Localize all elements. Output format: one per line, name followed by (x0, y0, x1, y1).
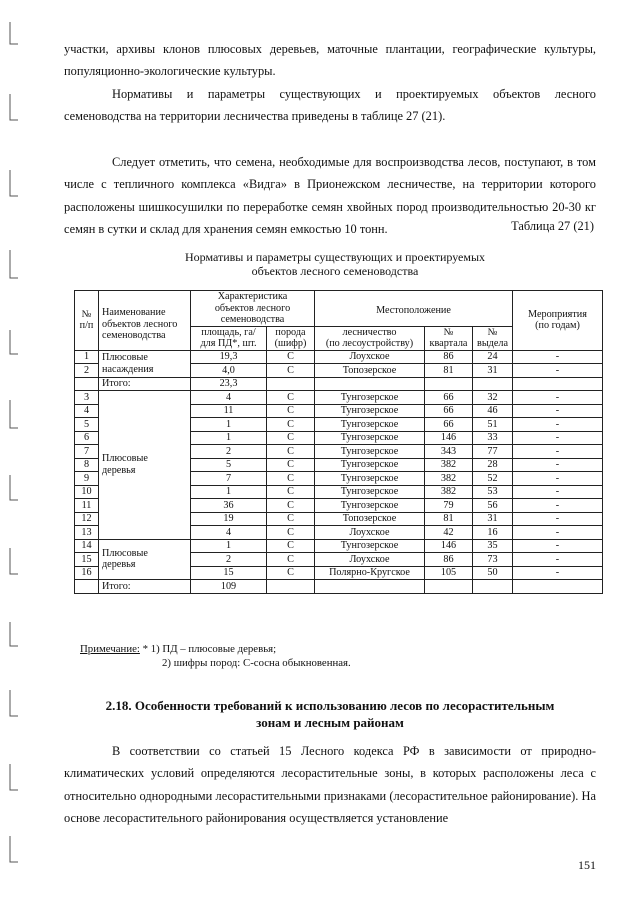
cell-measures: - (513, 418, 603, 432)
cell-empty (267, 377, 315, 391)
group-plus-trees-2: Плюсовые деревья (99, 539, 191, 580)
cell-empty (425, 377, 473, 391)
header-breed: порода (шифр) (267, 326, 315, 350)
header-characteristics: Характеристика объектов лесного семеноводства (191, 291, 315, 327)
cell-quarter: 79 (425, 499, 473, 513)
cell-number: 6 (75, 431, 99, 445)
cell-measures: - (513, 364, 603, 378)
cell-quarter: 382 (425, 485, 473, 499)
cell-number: 4 (75, 404, 99, 418)
cell-quarter: 81 (425, 512, 473, 526)
header-measures: Мероприятия (по годам) (513, 291, 603, 351)
cell-area: 2 (191, 553, 267, 567)
header-area: площадь, га/ для ПД*, шт. (191, 326, 267, 350)
cell-quarter: 146 (425, 431, 473, 445)
cell-number: 5 (75, 418, 99, 432)
cell-division: 77 (473, 445, 513, 459)
section-heading-line2: зонам и лесным районам (256, 715, 404, 730)
cell-forestry: Тунгозерское (315, 472, 425, 486)
cell-number: 9 (75, 472, 99, 486)
header-forestry: лесничество (по лесоустройству) (315, 326, 425, 350)
cell-breed: С (267, 485, 315, 499)
binding-margin-marks (0, 0, 30, 905)
cell-division: 51 (473, 418, 513, 432)
total-value: 109 (191, 580, 267, 594)
cell-number: 2 (75, 364, 99, 378)
table-caption-line2: объектов лесного семеноводства (251, 264, 419, 278)
cell-number: 10 (75, 485, 99, 499)
group-plus-stands: Плюсовые насаждения (99, 350, 191, 377)
cell-forestry: Тунгозерское (315, 458, 425, 472)
cell-breed: С (267, 445, 315, 459)
cell-measures: - (513, 404, 603, 418)
cell-breed: С (267, 458, 315, 472)
cell-quarter: 382 (425, 472, 473, 486)
cell-division: 31 (473, 512, 513, 526)
table-row (75, 350, 603, 364)
cell-area: 11 (191, 404, 267, 418)
cell-breed: С (267, 566, 315, 580)
note-line2: 2) шифры пород: С-сосна обыкновенная. (162, 657, 351, 669)
cell-breed: С (267, 539, 315, 553)
group-plus-trees: Плюсовые деревья (99, 391, 191, 540)
cell-division: 35 (473, 539, 513, 553)
cell-area: 19,3 (191, 350, 267, 364)
cell-empty (473, 580, 513, 594)
cell-measures: - (513, 445, 603, 459)
table-note (80, 642, 351, 670)
cell-area: 4,0 (191, 364, 267, 378)
cell-quarter: 81 (425, 364, 473, 378)
cell-quarter: 86 (425, 553, 473, 567)
note-label: Примечание: (80, 643, 140, 655)
cell-forestry: Тунгозерское (315, 445, 425, 459)
header-number: № п/п (75, 291, 99, 351)
table-total-row (75, 377, 603, 391)
cell-division: 73 (473, 553, 513, 567)
cell-breed: С (267, 472, 315, 486)
cell-number: 16 (75, 566, 99, 580)
cell-measures: - (513, 485, 603, 499)
cell-measures: - (513, 350, 603, 364)
header-location: Местоположение (315, 291, 513, 327)
cell-area: 2 (191, 445, 267, 459)
cell-division: 56 (473, 499, 513, 513)
cell-forestry: Лоухское (315, 553, 425, 567)
cell-measures: - (513, 566, 603, 580)
cell-measures: - (513, 499, 603, 513)
table-caption (110, 250, 560, 278)
cell-breed: С (267, 499, 315, 513)
cell-division: 31 (473, 364, 513, 378)
cell-forestry: Тунгозерское (315, 418, 425, 432)
total-label: Итого: (99, 580, 191, 594)
cell-quarter: 86 (425, 350, 473, 364)
cell-forestry: Тунгозерское (315, 391, 425, 405)
cell-division: 24 (473, 350, 513, 364)
cell-quarter: 66 (425, 404, 473, 418)
table-caption-line1: Нормативы и параметры существующих и проектируемых (184, 250, 486, 264)
cell-area: 4 (191, 526, 267, 540)
cell-measures: - (513, 458, 603, 472)
table-total-row (75, 580, 603, 594)
total-label: Итого: (99, 377, 191, 391)
cell-empty (513, 377, 603, 391)
table-row (75, 539, 603, 553)
cell-breed: С (267, 526, 315, 540)
cell-forestry: Топозерское (315, 512, 425, 526)
table-label: Таблица 27 (21) (511, 219, 594, 233)
cell-breed: С (267, 350, 315, 364)
cell-breed: С (267, 418, 315, 432)
cell-measures: - (513, 512, 603, 526)
cell-forestry: Лоухское (315, 350, 425, 364)
cell-breed: С (267, 404, 315, 418)
cell-division: 52 (473, 472, 513, 486)
cell-area: 19 (191, 512, 267, 526)
cell-empty (267, 580, 315, 594)
cell-breed: С (267, 553, 315, 567)
cell-division: 28 (473, 458, 513, 472)
cell-quarter: 66 (425, 391, 473, 405)
cell-division: 50 (473, 566, 513, 580)
cell-measures: - (513, 539, 603, 553)
cell-forestry: Лоухское (315, 526, 425, 540)
cell-number: 1 (75, 350, 99, 364)
cell-measures: - (513, 391, 603, 405)
cell-measures: - (513, 472, 603, 486)
cell-forestry: Тунгозерское (315, 485, 425, 499)
cell-division: 33 (473, 431, 513, 445)
cell-area: 1 (191, 485, 267, 499)
note-text-1: * 1) ПД – плюсовые деревья; (139, 643, 277, 655)
cell-measures: - (513, 553, 603, 567)
cell-breed: С (267, 364, 315, 378)
cell-measures: - (513, 526, 603, 540)
cell-number: 14 (75, 539, 99, 553)
cell-number: 8 (75, 458, 99, 472)
cell-area: 4 (191, 391, 267, 405)
cell-forestry: Тунгозерское (315, 431, 425, 445)
cell-forestry: Тунгозерское (315, 499, 425, 513)
cell-area: 7 (191, 472, 267, 486)
header-division: № выдела (473, 326, 513, 350)
table-row (75, 391, 603, 405)
cell-area: 36 (191, 499, 267, 513)
cell-division: 46 (473, 404, 513, 418)
section-heading (90, 697, 570, 731)
cell-quarter: 382 (425, 458, 473, 472)
cell-quarter: 105 (425, 566, 473, 580)
cell-number: 11 (75, 499, 99, 513)
cell-area: 1 (191, 418, 267, 432)
paragraph-zoning: В соответствии со статьей 15 Лесного кодекса РФ в зависимости от природно-климатических условий определяются лесорастительные зоны, в которых расположены леса с относительно однородными лесорастительными признаками (лесорастительное районирование). На основе лесорастительного районирования осуществляется установление (64, 744, 596, 826)
cell-forestry: Тунгозерское (315, 539, 425, 553)
cell-area: 1 (191, 431, 267, 445)
cell-number: 15 (75, 553, 99, 567)
header-quarter: № квартала (425, 326, 473, 350)
cell-empty (75, 377, 99, 391)
cell-measures: - (513, 431, 603, 445)
table-header-row-1 (75, 291, 603, 327)
cell-quarter: 42 (425, 526, 473, 540)
cell-number: 12 (75, 512, 99, 526)
cell-breed: С (267, 391, 315, 405)
cell-quarter: 146 (425, 539, 473, 553)
cell-forestry: Топозерское (315, 364, 425, 378)
total-value: 23,3 (191, 377, 267, 391)
cell-area: 5 (191, 458, 267, 472)
section-heading-line1: 2.18. Особенности требований к использованию лесов по лесорастительным (105, 698, 555, 713)
cell-number: 3 (75, 391, 99, 405)
cell-empty (315, 377, 425, 391)
cell-division: 16 (473, 526, 513, 540)
cell-empty (75, 580, 99, 594)
cell-division: 53 (473, 485, 513, 499)
paragraph-norms: Нормативы и параметры существующих и проектируемых объектов лесного семеноводства на территории лесничества приведены в таблице 27 (21). (64, 87, 596, 124)
cell-breed: С (267, 431, 315, 445)
cell-empty (425, 580, 473, 594)
header-name: Наименование объектов лесного семеноводства (99, 291, 191, 351)
cell-forestry: Тунгозерское (315, 404, 425, 418)
cell-area: 15 (191, 566, 267, 580)
cell-division: 32 (473, 391, 513, 405)
cell-breed: С (267, 512, 315, 526)
cell-quarter: 66 (425, 418, 473, 432)
cell-quarter: 343 (425, 445, 473, 459)
cell-forestry: Полярно-Кругское (315, 566, 425, 580)
paragraph-seeds: Следует отметить, что семена, необходимые для воспроизводства лесов, поступают, в том числе с тепличного комплекса «Видга» в Прионежском лесничестве, на территории которого расположены шишкосушилки по переработке семян хвойных пород производительностью 20-30 кг семян в сутки и склад для хранения семян емкостью 10 тонн. (64, 155, 596, 237)
cell-number: 13 (75, 526, 99, 540)
cell-empty (473, 377, 513, 391)
cell-empty (513, 580, 603, 594)
seed-objects-table (74, 290, 603, 594)
cell-area: 1 (191, 539, 267, 553)
page-number: 151 (578, 858, 596, 872)
paragraph-intro: участки, архивы клонов плюсовых деревьев, маточные плантации, географические культуры, популяционно-экологические культуры. (64, 42, 596, 79)
note-line1 (80, 642, 351, 656)
cell-number: 7 (75, 445, 99, 459)
cell-empty (315, 580, 425, 594)
